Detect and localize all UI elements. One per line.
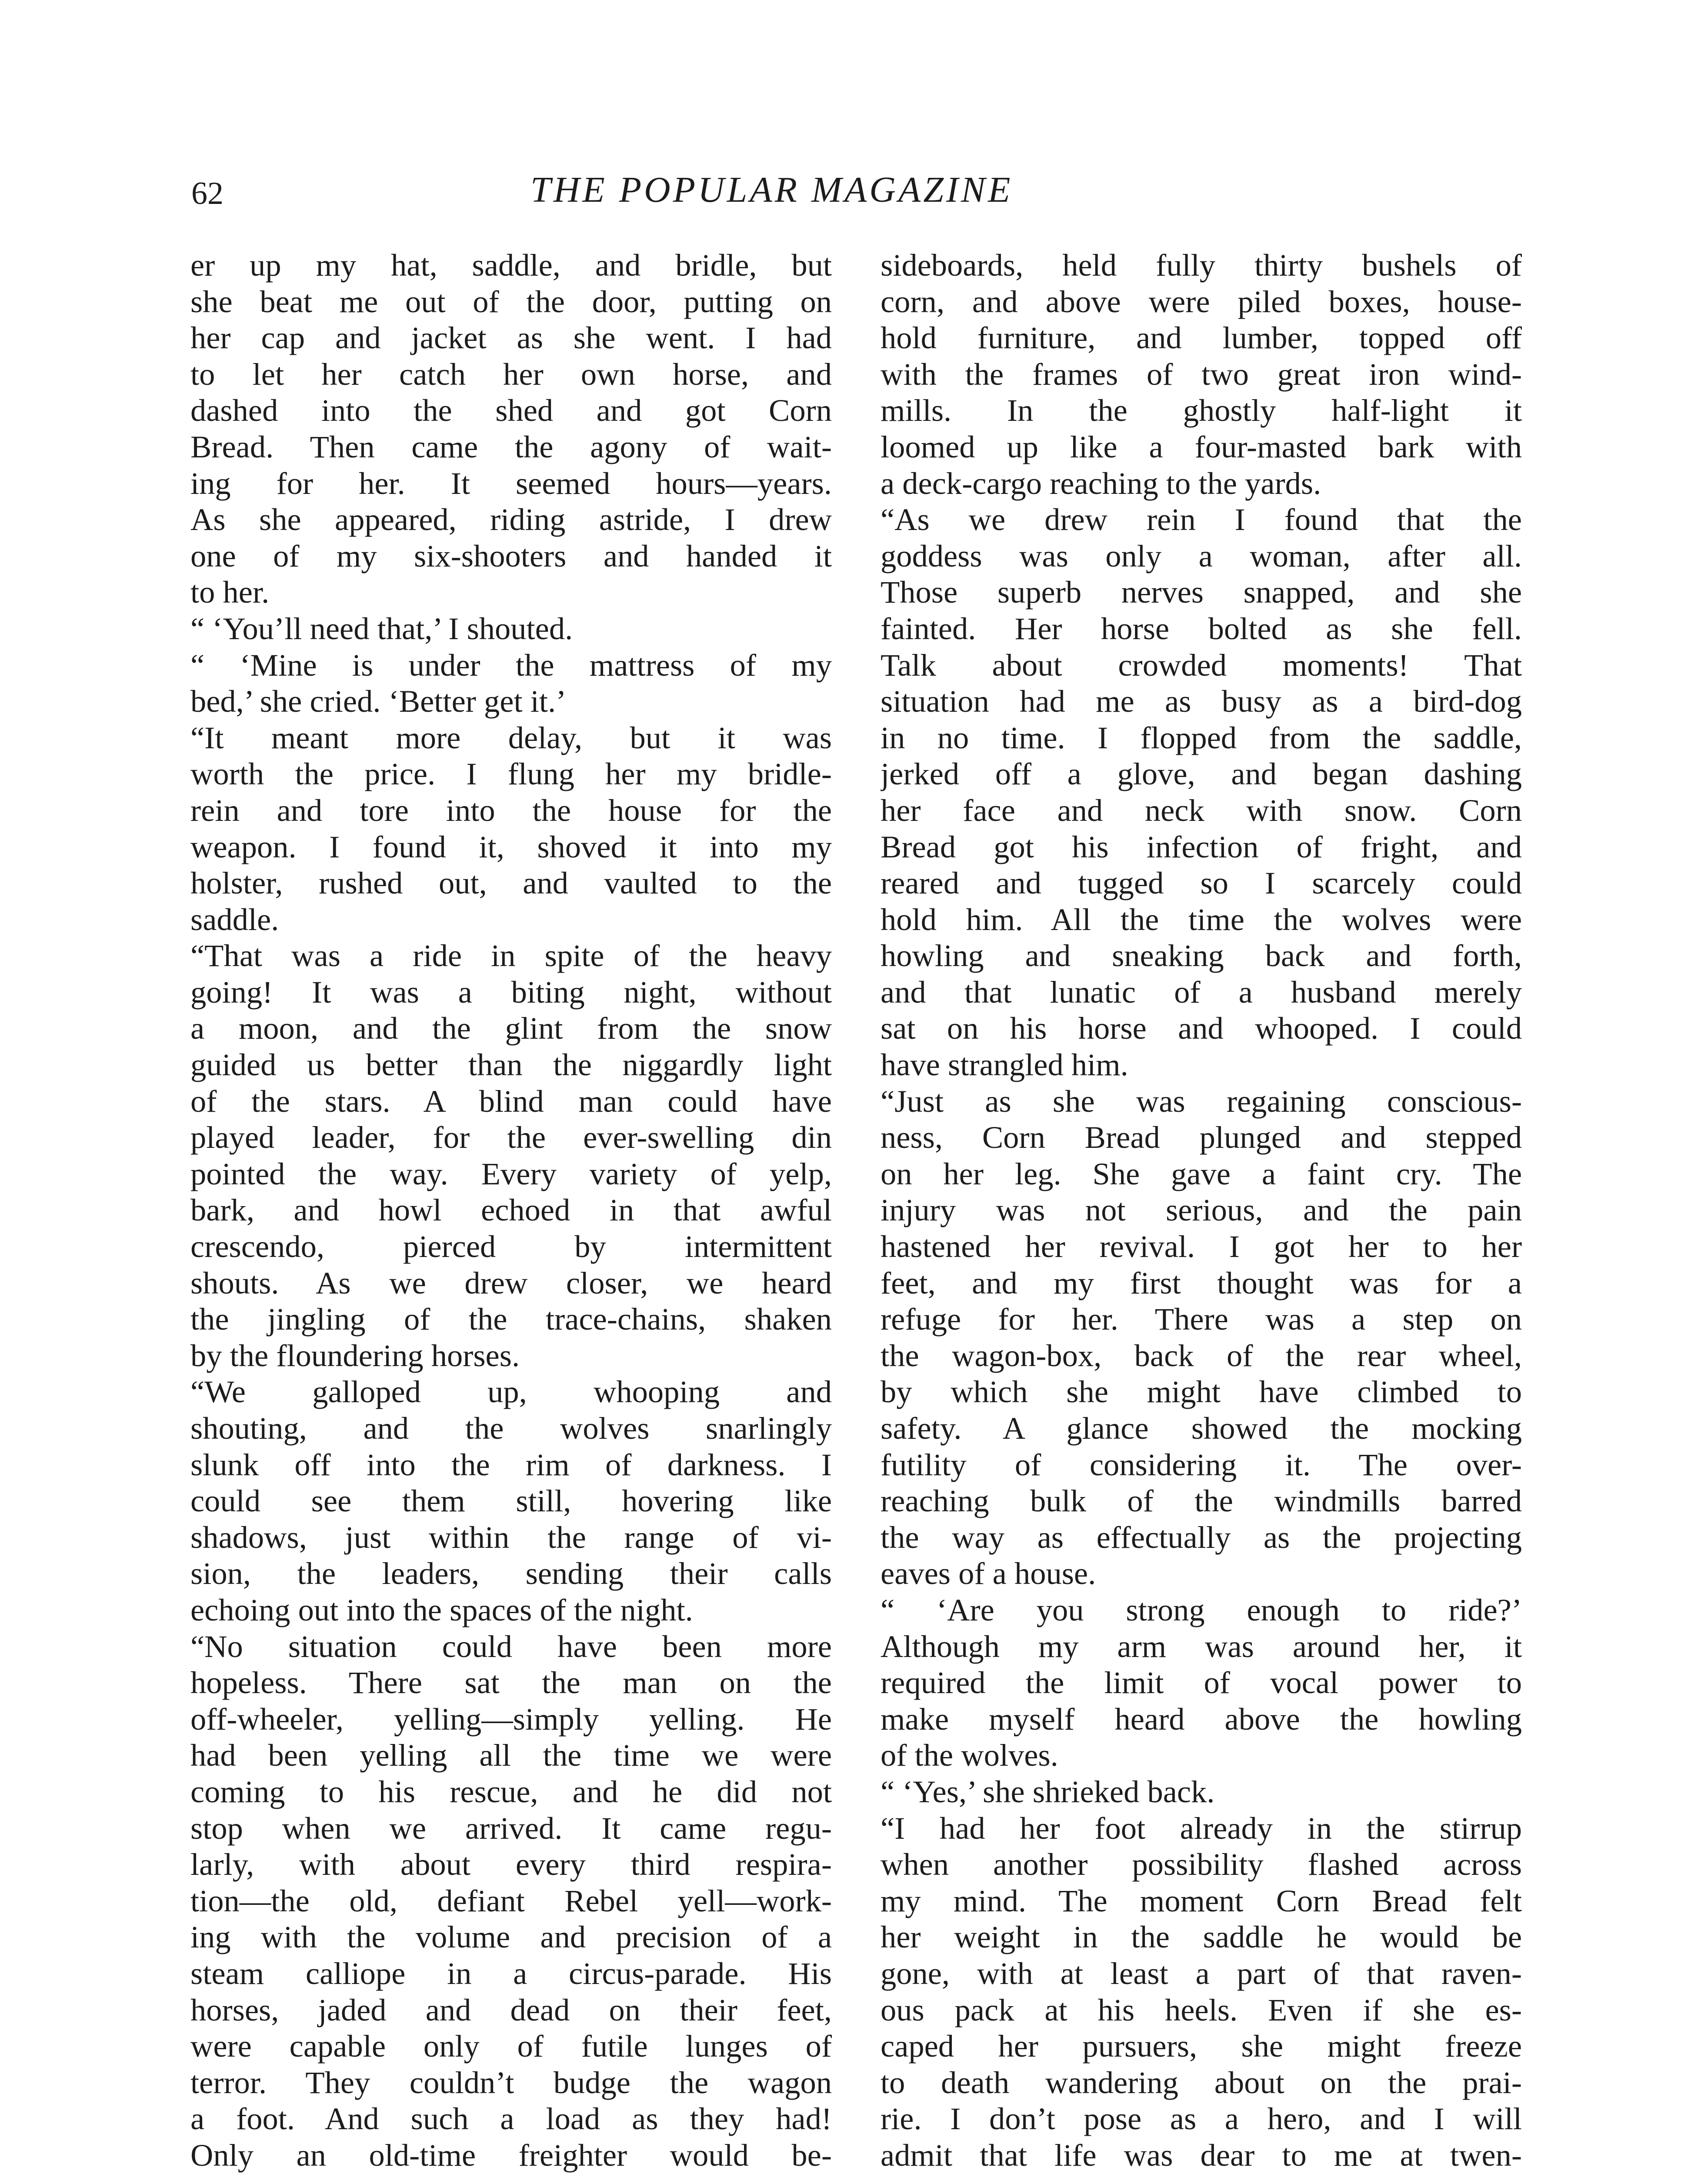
text-line: sideboards, held fully thirty bushels of bbox=[881, 247, 1522, 283]
text-line: pointed the way. Every variety of yelp, bbox=[190, 1156, 832, 1191]
left-column bbox=[190, 247, 832, 2174]
text-line: coming to his rescue, and he did not bbox=[190, 1774, 832, 1809]
text-line: bed,’ she cried. ‘Better get it.’ bbox=[190, 684, 567, 719]
text-line: howling and sneaking back and forth, bbox=[881, 938, 1522, 974]
text-line: ous pack at his heels. Even if she es- bbox=[881, 1992, 1522, 2027]
text-line: her cap and jacket as she went. I had bbox=[190, 320, 832, 356]
text-line: jerked off a glove, and began dashing bbox=[881, 756, 1522, 792]
text-line: guided us better than the niggardly light bbox=[190, 1047, 832, 1083]
text-line: “I had her foot already in the stirrup bbox=[881, 1810, 1522, 1846]
text-line: ing with the volume and precision of a bbox=[190, 1919, 832, 1955]
text-line: “Just as she was regaining conscious- bbox=[881, 1083, 1522, 1119]
page-number: 62 bbox=[191, 176, 224, 211]
text-line: reared and tugged so I scarcely could bbox=[881, 865, 1522, 901]
text-line: on her leg. She gave a faint cry. The bbox=[881, 1156, 1522, 1191]
text-line: hold furniture, and lumber, topped off bbox=[881, 320, 1522, 356]
text-line: larly, with about every third respira- bbox=[190, 1847, 832, 1882]
text-line: rie. I don’t pose as a hero, and I will bbox=[881, 2101, 1522, 2137]
text-line: the way as effectually as the projecting bbox=[881, 1519, 1522, 1555]
text-line: off-wheeler, yelling—simply yelling. He bbox=[190, 1701, 832, 1737]
text-line: crescendo, pierced by intermittent bbox=[190, 1229, 832, 1264]
text-line: As she appeared, riding astride, I drew bbox=[190, 502, 832, 537]
text-line: rein and tore into the house for the bbox=[190, 792, 832, 828]
text-line: reaching bulk of the windmills barred bbox=[881, 1483, 1522, 1519]
text-line: injury was not serious, and the pain bbox=[881, 1192, 1522, 1228]
text-line: a moon, and the glint from the snow bbox=[190, 1010, 832, 1046]
text-line: a deck-cargo reaching to the yards. bbox=[881, 465, 1321, 501]
text-line: make myself heard above the howling bbox=[881, 1701, 1522, 1737]
text-line: “As we drew rein I found that the bbox=[881, 502, 1522, 537]
text-line: played leader, for the ever-swelling din bbox=[190, 1120, 832, 1155]
text-line: echoing out into the spaces of the night. bbox=[190, 1592, 693, 1627]
text-line: by the floundering horses. bbox=[190, 1337, 520, 1373]
text-line: to her. bbox=[190, 574, 270, 610]
text-line: ness, Corn Bread plunged and stepped bbox=[881, 1120, 1522, 1155]
text-line: “ ‘You’ll need that,’ I shouted. bbox=[190, 610, 573, 646]
text-line: refuge for her. There was a step on bbox=[881, 1301, 1522, 1337]
text-line: situation had me as busy as a bird-dog bbox=[881, 684, 1522, 719]
text-line: were capable only of futile lunges of bbox=[190, 2028, 832, 2064]
text-line: dashed into the shed and got Corn bbox=[190, 393, 832, 428]
text-line: “ ‘Yes,’ she shrieked back. bbox=[881, 1774, 1215, 1809]
text-line: sat on his horse and whooped. I could bbox=[881, 1010, 1522, 1046]
text-line: terror. They couldn’t budge the wagon bbox=[190, 2064, 832, 2100]
text-line: of the wolves. bbox=[881, 1737, 1058, 1773]
text-line: Bread got his infection of fright, and bbox=[881, 829, 1522, 864]
text-line: when another possibility flashed across bbox=[881, 1847, 1522, 1882]
text-line: Although my arm was around her, it bbox=[881, 1628, 1522, 1664]
text-line: holster, rushed out, and vaulted to the bbox=[190, 865, 832, 901]
text-line: going! It was a biting night, without bbox=[190, 974, 832, 1010]
text-line: Only an old-time freighter would be- bbox=[190, 2137, 832, 2173]
text-line: the wagon-box, back of the rear wheel, bbox=[881, 1337, 1522, 1373]
text-line: eaves of a house. bbox=[881, 1556, 1096, 1591]
text-line: “ ‘Mine is under the mattress of my bbox=[190, 647, 832, 683]
text-line: “ ‘Are you strong enough to ride?’ bbox=[881, 1592, 1522, 1627]
text-line: “We galloped up, whooping and bbox=[190, 1374, 832, 1410]
text-line: hopeless. There sat the man on the bbox=[190, 1665, 832, 1701]
text-line: horses, jaded and dead on their feet, bbox=[190, 1992, 832, 2027]
text-line: her weight in the saddle he would be bbox=[881, 1919, 1522, 1955]
text-line: admit that life was dear to me at twen- bbox=[881, 2137, 1522, 2173]
text-line: had been yelling all the time we were bbox=[190, 1737, 832, 1773]
text-line: have strangled him. bbox=[881, 1047, 1128, 1083]
text-line: one of my six-shooters and handed it bbox=[190, 538, 832, 574]
magazine-title: THE POPULAR MAGAZINE bbox=[530, 170, 1013, 210]
text-line: “It meant more delay, but it was bbox=[190, 720, 832, 755]
text-line: fainted. Her horse bolted as she fell. bbox=[881, 610, 1522, 646]
text-line: “No situation could have been more bbox=[190, 1628, 832, 1664]
text-line: Bread. Then came the agony of wait- bbox=[190, 429, 832, 464]
text-line: tion—the old, defiant Rebel yell—work- bbox=[190, 1883, 832, 1918]
text-line: weapon. I found it, shoved it into my bbox=[190, 829, 832, 864]
text-line: “That was a ride in spite of the heavy bbox=[190, 938, 832, 974]
text-line: shadows, just within the range of vi- bbox=[190, 1519, 832, 1555]
text-line: goddess was only a woman, after all. bbox=[881, 538, 1522, 574]
text-line: shouts. As we drew closer, we heard bbox=[190, 1265, 832, 1300]
text-line: to death wandering about on the prai- bbox=[881, 2064, 1522, 2100]
text-line: required the limit of vocal power to bbox=[881, 1665, 1522, 1701]
text-line: hastened her revival. I got her to her bbox=[881, 1229, 1522, 1264]
text-line: in no time. I flopped from the saddle, bbox=[881, 720, 1522, 755]
text-line: hold him. All the time the wolves were bbox=[881, 901, 1522, 937]
text-line: and that lunatic of a husband merely bbox=[881, 974, 1522, 1010]
text-line: she beat me out of the door, putting on bbox=[190, 283, 832, 319]
text-line: my mind. The moment Corn Bread felt bbox=[881, 1883, 1522, 1918]
right-column bbox=[881, 247, 1522, 2174]
text-line: steam calliope in a circus-parade. His bbox=[190, 1955, 832, 1991]
text-line: mills. In the ghostly half-light it bbox=[881, 393, 1522, 428]
text-line: shouting, and the wolves snarlingly bbox=[190, 1410, 832, 1446]
text-line: safety. A glance showed the mocking bbox=[881, 1410, 1522, 1446]
text-line: stop when we arrived. It came regu- bbox=[190, 1810, 832, 1846]
text-line: feet, and my first thought was for a bbox=[881, 1265, 1522, 1300]
text-line: sion, the leaders, sending their calls bbox=[190, 1556, 832, 1591]
text-line: bark, and howl echoed in that awful bbox=[190, 1192, 832, 1228]
text-line: saddle. bbox=[190, 901, 279, 937]
text-line: a foot. And such a load as they had! bbox=[190, 2101, 832, 2137]
text-line: futility of considering it. The over- bbox=[881, 1447, 1522, 1482]
text-line: Talk about crowded moments! That bbox=[881, 647, 1522, 683]
text-line: er up my hat, saddle, and bridle, but bbox=[190, 247, 832, 283]
text-line: of the stars. A blind man could have bbox=[190, 1083, 832, 1119]
text-line: to let her catch her own horse, and bbox=[190, 356, 832, 392]
text-line: Those superb nerves snapped, and she bbox=[881, 574, 1522, 610]
text-line: gone, with at least a part of that raven- bbox=[881, 1955, 1522, 1991]
text-line: slunk off into the rim of darkness. I bbox=[190, 1447, 832, 1482]
text-line: by which she might have climbed to bbox=[881, 1374, 1522, 1410]
text-line: the jingling of the trace-chains, shaken bbox=[190, 1301, 832, 1337]
text-line: loomed up like a four-masted bark with bbox=[881, 429, 1522, 464]
text-line: ing for her. It seemed hours—years. bbox=[190, 465, 832, 501]
text-line: could see them still, hovering like bbox=[190, 1483, 832, 1519]
text-line: worth the price. I flung her my bridle- bbox=[190, 756, 832, 792]
text-line: her face and neck with snow. Corn bbox=[881, 792, 1522, 828]
text-line: caped her pursuers, she might freeze bbox=[881, 2028, 1522, 2064]
text-line: corn, and above were piled boxes, house- bbox=[881, 283, 1522, 319]
text-line: with the frames of two great iron wind- bbox=[881, 356, 1522, 392]
